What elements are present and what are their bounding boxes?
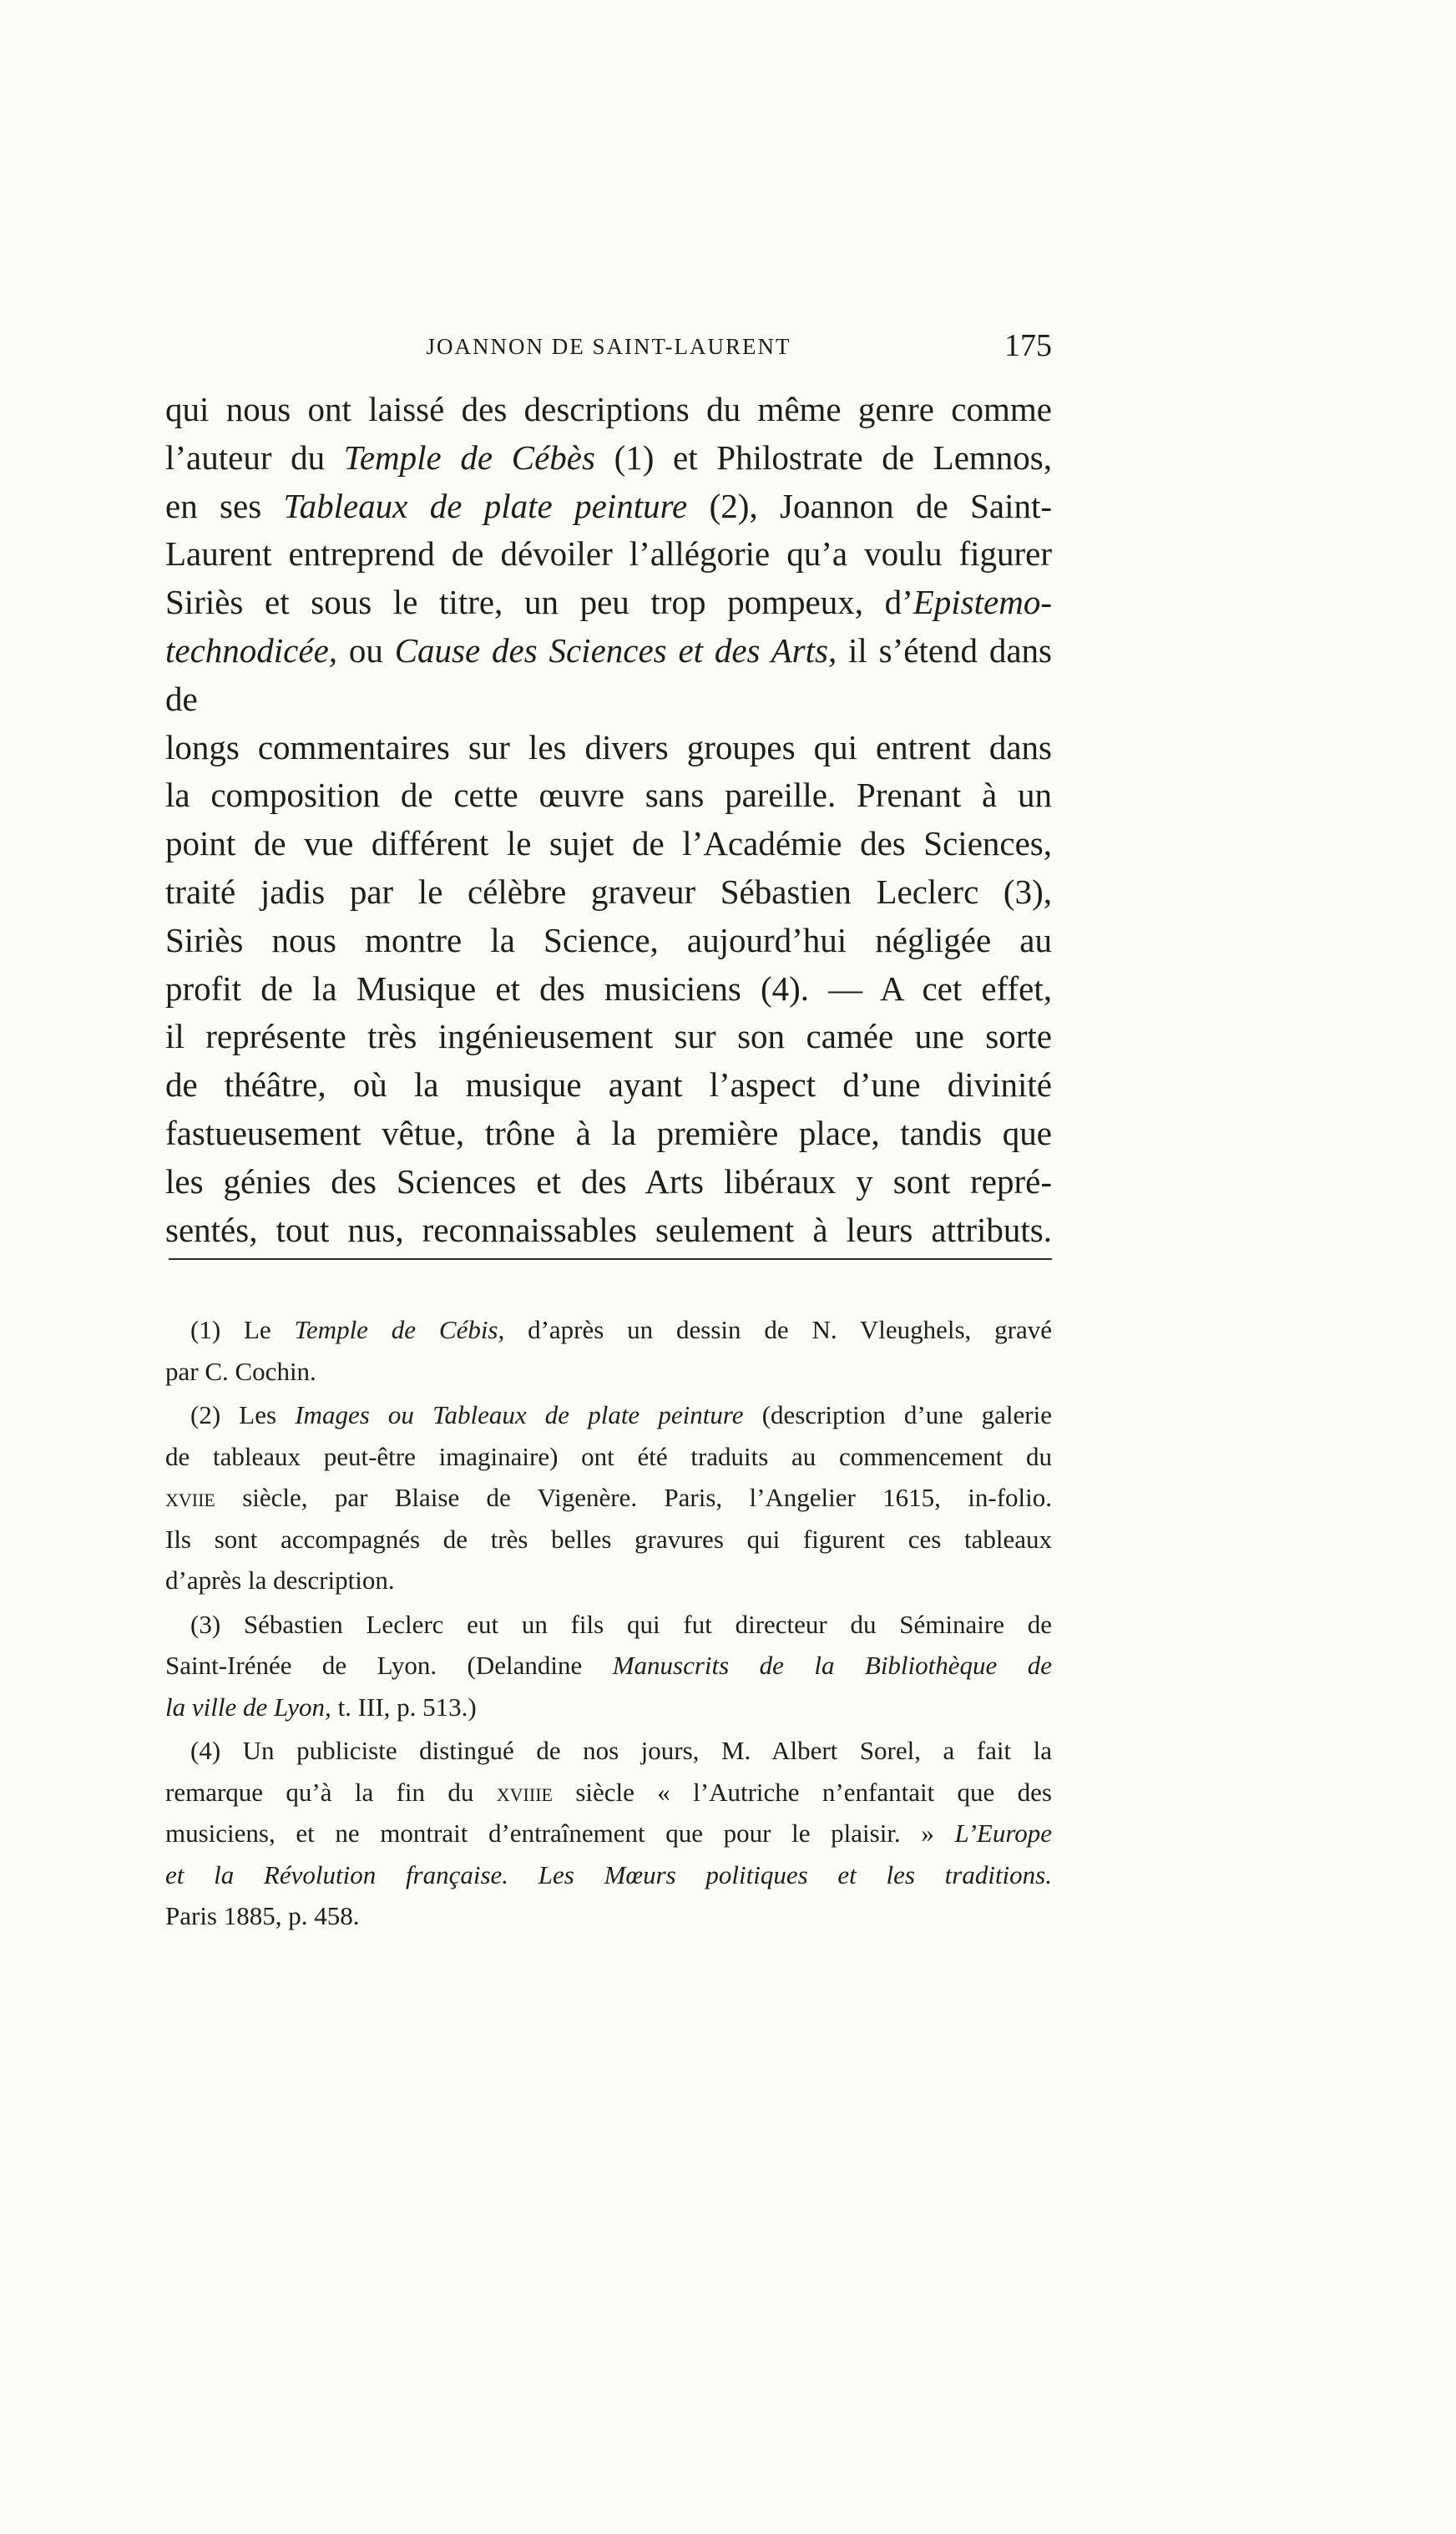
footnote-line [165,1854,1052,1896]
body-line: fastueusement vêtue, trône à la première place, tandis que [165,1113,1052,1152]
body-line: Laurent entreprend de dévoiler l’allégorie qu’a voulu figurer [165,534,1052,574]
footnote-line: Ils sont accompagnés de très belles gravures qui figurent ces tableaux [165,1524,1052,1554]
footnote-3 [165,1604,1052,1728]
body-line: technodicée, ou Cause des Sciences et des Arts, il s’étend dans de [165,630,1053,718]
footnote-line: xviie siècle, par Blaise de Vigenère. Paris, l’Angelier 1615, in-folio. [165,1483,1052,1512]
work-title: Epistemo- [913,583,1052,622]
work-title: la ville de Lyon, [165,1692,331,1722]
footnote-line: Paris 1885, p. 458. [165,1901,360,1930]
body-line: Siriès nous montre la Science, aujourd’hui négligée au [165,920,1052,959]
footnote-line: (1) Le Temple de Cébis, d’après un dessin de N. Vleughels, gravé [190,1315,1052,1344]
footnote-1 [165,1309,1052,1392]
footnotes [165,1309,1052,1940]
body-line: Siriès et sous le titre, un peu trop pompeux, d’Epistemo- [165,583,1052,622]
page-number: 175 [1004,328,1052,363]
work-title: Cause des Sciences et des Arts, [394,630,837,670]
body-line: traité jadis par le célèbre graveur Sébastien Leclerc (3), [165,872,1052,911]
footnote-4 [165,1730,1052,1937]
work-title: Images ou Tableaux de plate peinture [295,1400,744,1429]
body-line: profit de la Musique et des musiciens (4). — A cet effet, [165,969,1052,1008]
footnote-line: Saint-Irénée de Lyon. (Delandine Manuscrits de la Bibliothèque de [165,1651,1052,1680]
footnote-line: (2) Les Images ou Tableaux de plate peinture (description d’une galerie [190,1400,1052,1429]
footnote-line: remarque qu’à la fin du xviiie siècle « l’Autriche n’enfantait que des [165,1777,1052,1807]
work-title: Tableaux de plate peinture [283,486,688,525]
body-line: la composition de cette œuvre sans pareille. Prenant à un [165,776,1052,815]
body-line: point de vue différent le sujet de l’Académie des Sciences, [165,824,1052,863]
work-title: L’Europe [954,1818,1052,1848]
body-line: il représente très ingénieusement sur son camée une sorte [165,1017,1052,1056]
century-numeral: xviiie [496,1777,553,1807]
work-title: et la Révolution française. Les Mœurs politiques et les traditions. [165,1859,1052,1889]
body-line: qui nous ont laissé des descriptions du même genre comme [165,390,1052,428]
body-line: en ses Tableaux de plate peinture (2), Joannon de Saint- [165,486,1053,525]
body-line: les génies des Sciences et des Arts libéraux y sont repré- [165,1161,1052,1201]
work-title: Temple de Cébis, [294,1315,505,1344]
century-numeral: xviie [165,1483,215,1512]
footnote-divider [169,1258,1052,1260]
work-title: Manuscrits de la Bibliothèque de [612,1651,1052,1680]
body-line: de théâtre, où la musique ayant l’aspect d’une divinité [165,1065,1052,1105]
footnote-line: d’après la description. [165,1565,395,1595]
footnote-line: (4) Un publiciste distingué de nos jours, M. Albert Sorel, a fait la [190,1736,1052,1765]
body-line: l’auteur du Temple de Cébès (1) et Philostrate de Lemnos, [165,438,1052,477]
main-paragraph [165,386,1052,1254]
body-line: sentés, tout nus, reconnaissables seulement à leurs attributs. [165,1210,1052,1249]
footnote-line: de tableaux peut-être imaginaire) ont été traduits au commencement du [165,1441,1052,1471]
footnote-line: la ville de Lyon, t. III, p. 513.) [165,1692,477,1722]
footnote-line: (3) Sébastien Leclerc eut un fils qui fut directeur du Séminaire de [190,1609,1052,1639]
work-title: Temple de Cébès [343,438,595,477]
running-title: JOANNON DE SAINT-LAURENT [426,334,791,359]
footnote-2 [165,1394,1052,1601]
body-line: longs commentaires sur les divers groupes qui entrent dans [165,727,1052,766]
running-header [165,326,1052,376]
footnote-line: par C. Cochin. [165,1356,316,1386]
footnote-line: musiciens, et ne montrait d’entraînement que pour le plaisir. » L’Europe [165,1818,1052,1848]
work-title: technodicée, [165,630,338,670]
